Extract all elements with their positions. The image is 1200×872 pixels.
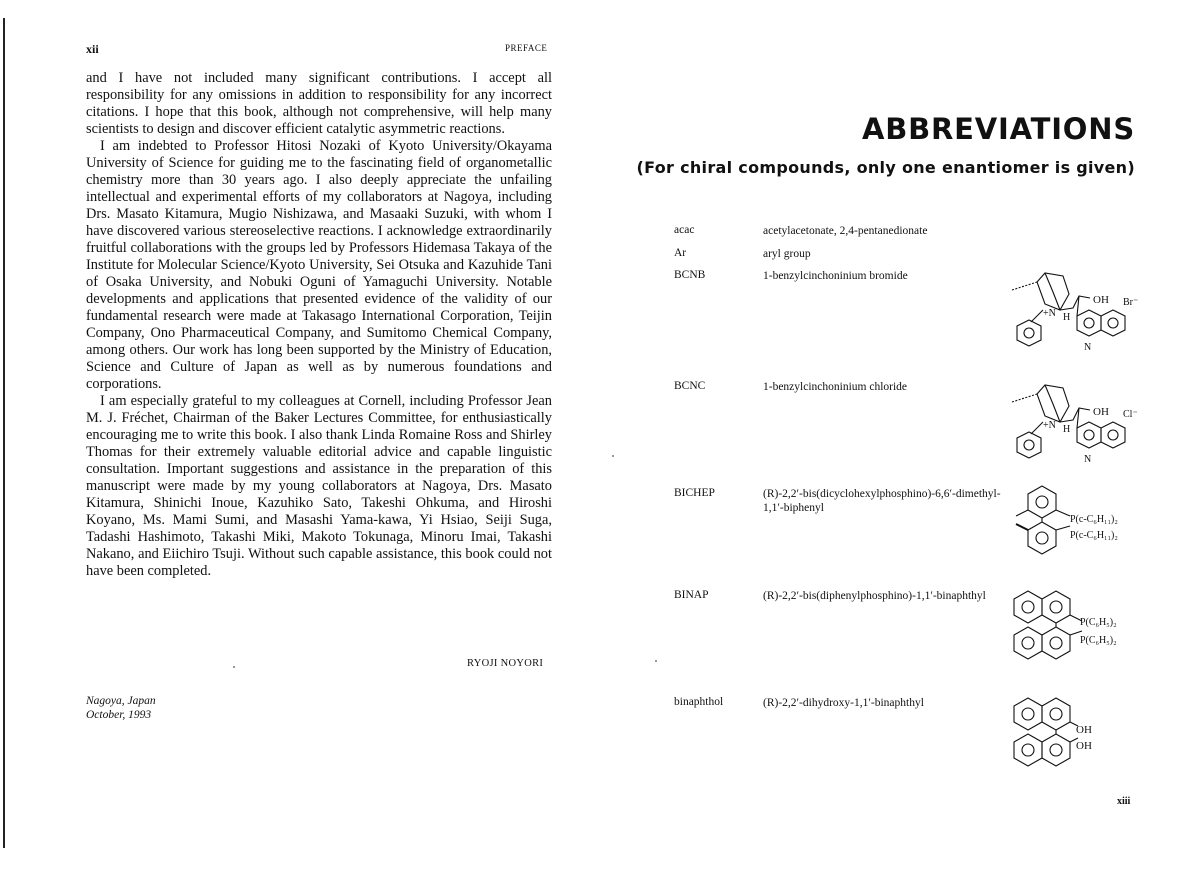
def-bcnb: 1-benzylcinchoninium bromide	[763, 270, 908, 282]
hydroxyl-label-2: OH	[1076, 740, 1092, 752]
def-bichep: (R)-2,2′-bis(dicyclohexylphosphino)-6,6′-dimethyl-1,1′-biphenyl	[763, 488, 1001, 514]
phosphino-label-2: P(C₆H₅)₂	[1080, 635, 1117, 646]
binap-structure-diagram	[1010, 585, 1160, 670]
left-page-number: xii	[86, 42, 99, 56]
abbr-bichep: BICHEP	[674, 487, 715, 499]
hydroxyl-label: OH	[1093, 406, 1109, 418]
abbr-binaphthol: binaphthol	[674, 696, 724, 708]
def-binaphthol: (R)-2,2′-dihydroxy-1,1′-binaphthyl	[763, 697, 924, 709]
abbr-binap: BINAP	[674, 589, 709, 601]
ring-n-label: N	[1084, 342, 1092, 353]
running-head: PREFACE	[505, 43, 548, 53]
date: October, 1993	[86, 709, 152, 721]
abbr-bcnb: BCNB	[674, 269, 706, 281]
preface-paragraph: and I have not included many significant contributions. I accept all responsibility for any omissions in addition to responsibility for any incorrect citations. I hope that this book, although not comprehensive, will help many scientists to design and discover efficient catalytic asymmetric reactions.	[86, 70, 552, 137]
bcnc-structure-diagram	[1005, 380, 1155, 470]
preface-paragraph: I am especially grateful to my colleagues at Cornell, including Professor Jean M. J. Fréchet, Chairman of the Baker Lectures Committee, for enthusiastically encouraging me to write this book. I also thank Linda Romaine Ross and Shirley Thomas for their extremely valuable editorial advice and capable linguistic consultation. Important suggestions and assistance in the preparation of this manuscript were made by my young collaborators at Nagoya, Drs. Masato Kitamura, Shinichi Inoue, Kazuhiko Sato, Takeshi Ohkuma, and Hiroshi Koyano, Ms. Mami Sumi, and Masashi Yama-kawa, Yi Hsiao, Seiji Suga, Tadashi Hashimoto, Takashi Miki, Makoto Tokunaga, Minoru Imai, Takashi Nakano, and Eiichiro Tsuji. Without such capable assistance, this book could not have been completed.	[86, 393, 552, 579]
bichep-structure-diagram	[1010, 480, 1160, 570]
n-plus-label: +N	[1043, 420, 1056, 431]
n-plus-label: +N	[1043, 308, 1056, 319]
print-speck	[612, 455, 614, 457]
h-label: H	[1063, 312, 1071, 323]
counterion-label: Br⁻	[1123, 297, 1139, 308]
def-ar: aryl group	[763, 248, 811, 260]
abbr-bcnc: BCNC	[674, 380, 706, 392]
hydroxyl-label: OH	[1093, 294, 1109, 306]
hydroxyl-label-1: OH	[1076, 724, 1092, 736]
ring-n-label: N	[1084, 454, 1092, 465]
right-page	[600, 0, 1200, 872]
phosphino-label-2: P(c-C₆H₁₁)₂	[1070, 530, 1118, 541]
print-speck	[233, 666, 235, 668]
preface-paragraph: I am indebted to Professor Hitosi Nozaki of Kyoto University/Okayama University of Science for guiding me to the fascinating field of organometallic chemistry more than 30 years ago. I also deeply appreciate the unfailing intellectual and experimental efforts of my collaborators at Nagoya, including Drs. Masato Kitamura, Mugio Nishizawa, and Masaaki Suzuki, with whom I have discovered various stereoselective reactions. I acknowledge extraordinarily fruitful collaborations with the groups led by Professors Hidemasa Takaya of the Institute for Molecular Science/Kyoto University, Sei Otsuka and Kazuhide Tani of Osaka University, and Nobuki Oguni of Yamaguchi University. Notable developments and applications that presented evidence of the validity of our fundamental research were made at Takasago International Corporation, Teijin Company, Ono Pharmaceutical Company, and Sumitomo Chemical Company, among others. Our work has long been supported by the Ministry of Education, Science and Culture of Japan as well as by numerous foundations and corporations.	[86, 138, 552, 392]
abbreviations-subtitle: (For chiral compounds, only one enantiomer is given)	[636, 158, 1135, 177]
preface-body	[86, 70, 552, 580]
place-date-block	[86, 694, 156, 722]
phosphino-label-1: P(C₆H₅)₂	[1080, 617, 1117, 628]
def-binap: (R)-2,2′-bis(diphenylphosphino)-1,1′-binaphthyl	[763, 590, 986, 602]
abbr-acac: acac	[674, 224, 695, 236]
h-label: H	[1063, 424, 1071, 435]
author-signature: RYOJI NOYORI	[467, 658, 544, 669]
bcnb-structure-diagram	[1005, 268, 1155, 358]
right-page-number: xiii	[1117, 796, 1131, 807]
counterion-label: Cl⁻	[1123, 409, 1138, 420]
abbr-ar: Ar	[674, 247, 687, 259]
print-speck	[655, 660, 657, 662]
def-acac: acetylacetonate, 2,4-pentanedionate	[763, 225, 928, 237]
place: Nagoya, Japan	[86, 695, 156, 707]
def-bcnc: 1-benzylcinchoninium chloride	[763, 381, 908, 393]
binaphthol-structure-diagram	[1010, 692, 1160, 777]
abbreviations-title: ABBREVIATIONS	[862, 112, 1135, 146]
phosphino-label-1: P(c-C₆H₁₁)₂	[1070, 514, 1118, 525]
